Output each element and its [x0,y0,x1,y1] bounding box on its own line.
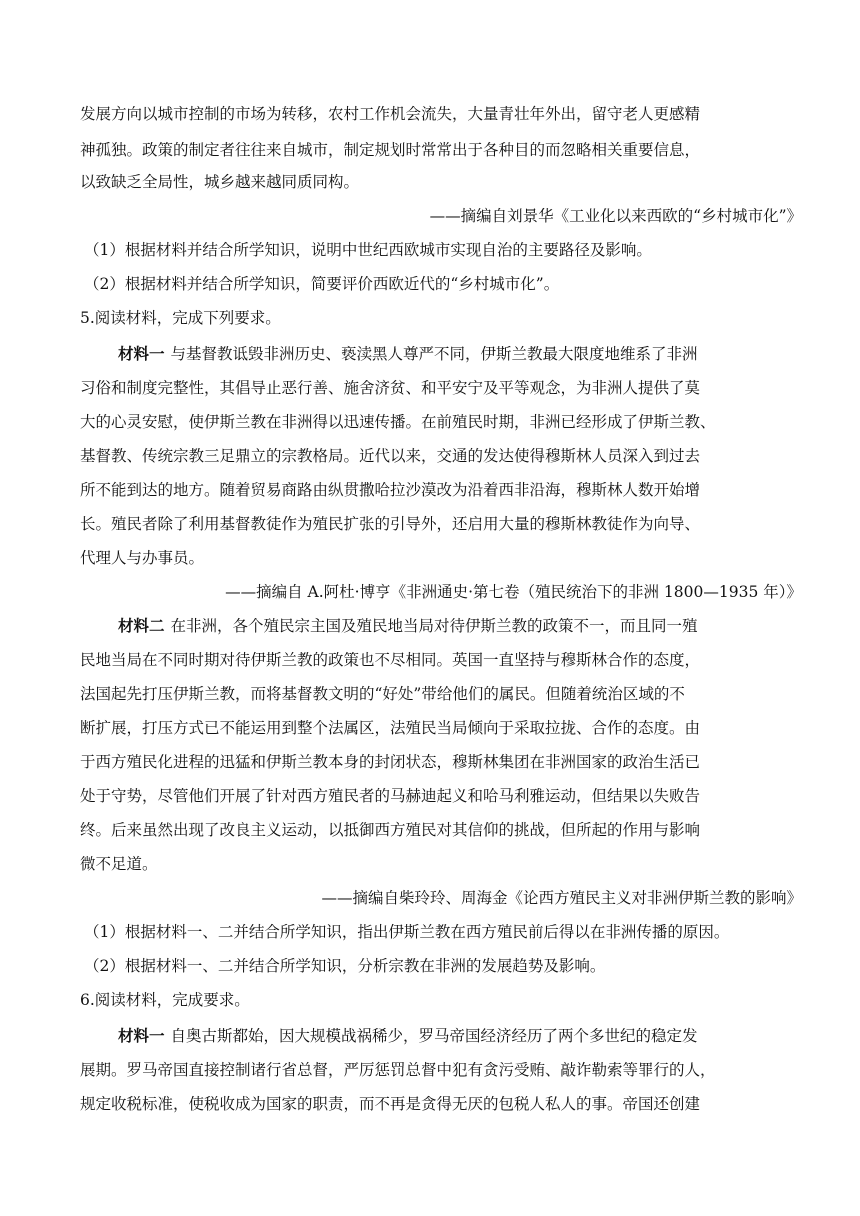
paragraph-text: 自奥古斯都始，因大规模战祸稀少，罗马帝国经济经历了两个多世纪的稳定发 [170,1027,698,1045]
paragraph-line: 微不足道。 [80,855,158,873]
question-2: （2）根据材料一、二并结合所学知识，分析宗教在非洲的发展趋势及影响。 [84,957,606,975]
paragraph-line: 发展方向以城市控制的市场为转移，农村工作机会流失，大量青壮年外出，留守老人更感精 [80,105,701,123]
paragraph-line: 规定收税标准，使税收成为国家的职责，而不再是贪得无厌的包税人私人的事。帝国还创建 [80,1095,701,1113]
paragraph-line: 断扩展，打压方式已不能运用到整个法属区，法殖民当局倾向于采取拉拢、合作的态度。由 [80,719,701,737]
paragraph-line: 长。殖民者除了利用基督教徒作为殖民扩张的引导外，还启用大量的穆斯林教徒作为向导、 [80,515,701,533]
material-label: 材料一 [118,1027,165,1045]
paragraph-line: 所不能到达的地方。随着贸易商路由纵贯撒哈拉沙漠改为沿着西非沿海，穆斯林人数开始增 [80,481,701,499]
source-citation: ——摘编自柴玲玲、周海金《论西方殖民主义对非洲伊斯兰教的影响》 [321,889,802,907]
paragraph-line: 展期。罗马帝国直接控制诸行省总督，严厉惩罚总督中犯有贪污受贿、敲诈勒索等罪行的人， [80,1061,716,1079]
source-citation: ——摘编自刘景华《工业化以来西欧的“乡村城市化”》 [429,207,802,225]
material-label: 材料二 [118,617,165,635]
paragraph-line: 习俗和制度完整性，其倡导止恶行善、施舍济贫、和平安宁及平等观念，为非洲人提供了莫 [80,379,701,397]
paragraph-line: 以致缺乏全局性，城乡越来越同质同构。 [80,173,360,191]
material-paragraph-line [118,616,800,636]
paragraph-line: 民地当局在不同时期对待伊斯兰教的政策也不尽相同。英国一直坚持与穆斯林合作的态度， [80,651,701,669]
source-citation: ——摘编自 A.阿杜·博亨《非洲通史·第七卷（殖民统治下的非洲 1800—1935 年）》 [225,583,802,601]
question-heading-5: 5.阅读材料，完成下列要求。 [80,309,281,327]
question-1: （1）根据材料并结合所学知识，说明中世纪西欧城市实现自治的主要路径及影响。 [84,241,652,259]
paragraph-line: 处于守势，尽管他们开展了针对西方殖民者的马赫迪起义和哈马利雅运动，但结果以失败告 [80,787,701,805]
material-paragraph-line [118,344,800,364]
question-2: （2）根据材料并结合所学知识，简要评价西欧近代的“乡村城市化”。 [84,275,560,293]
paragraph-line: 法国起先打压伊斯兰教，而将基督教文明的“好处”带给他们的属民。但随着统治区域的不 [80,685,685,703]
question-1: （1）根据材料一、二并结合所学知识，指出伊斯兰教在西方殖民前后得以在非洲传播的原因。 [84,923,730,941]
material-label: 材料一 [118,345,165,363]
material-paragraph-line [118,1026,800,1046]
question-heading-6: 6.阅读材料，完成要求。 [80,991,250,1009]
paragraph-line: 终。后来虽然出现了改良主义运动，以抵御西方殖民对其信仰的挑战，但所起的作用与影响 [80,821,701,839]
paragraph-line: 神孤独。政策的制定者往往来自城市，制定规划时常常出于各种目的而忽略相关重要信息， [80,141,701,159]
paragraph-text: 在非洲，各个殖民宗主国及殖民地当局对待伊斯兰教的政策不一，而且同一殖 [170,617,698,635]
paragraph-text: 与基督教诋毁非洲历史、亵渎黑人尊严不同，伊斯兰教最大限度地维系了非洲 [170,345,698,363]
paragraph-line: 于西方殖民化进程的迅猛和伊斯兰教本身的封闭状态，穆斯林集团在非洲国家的政治生活已 [80,753,701,771]
paragraph-line: 代理人与办事员。 [80,549,205,567]
paragraph-line: 基督教、传统宗教三足鼎立的宗教格局。近代以来，交通的发达使得穆斯林人员深入到过去 [80,447,701,465]
paragraph-line: 大的心灵安慰，使伊斯兰教在非洲得以迅速传播。在前殖民时期，非洲已经形成了伊斯兰教、 [80,413,716,431]
